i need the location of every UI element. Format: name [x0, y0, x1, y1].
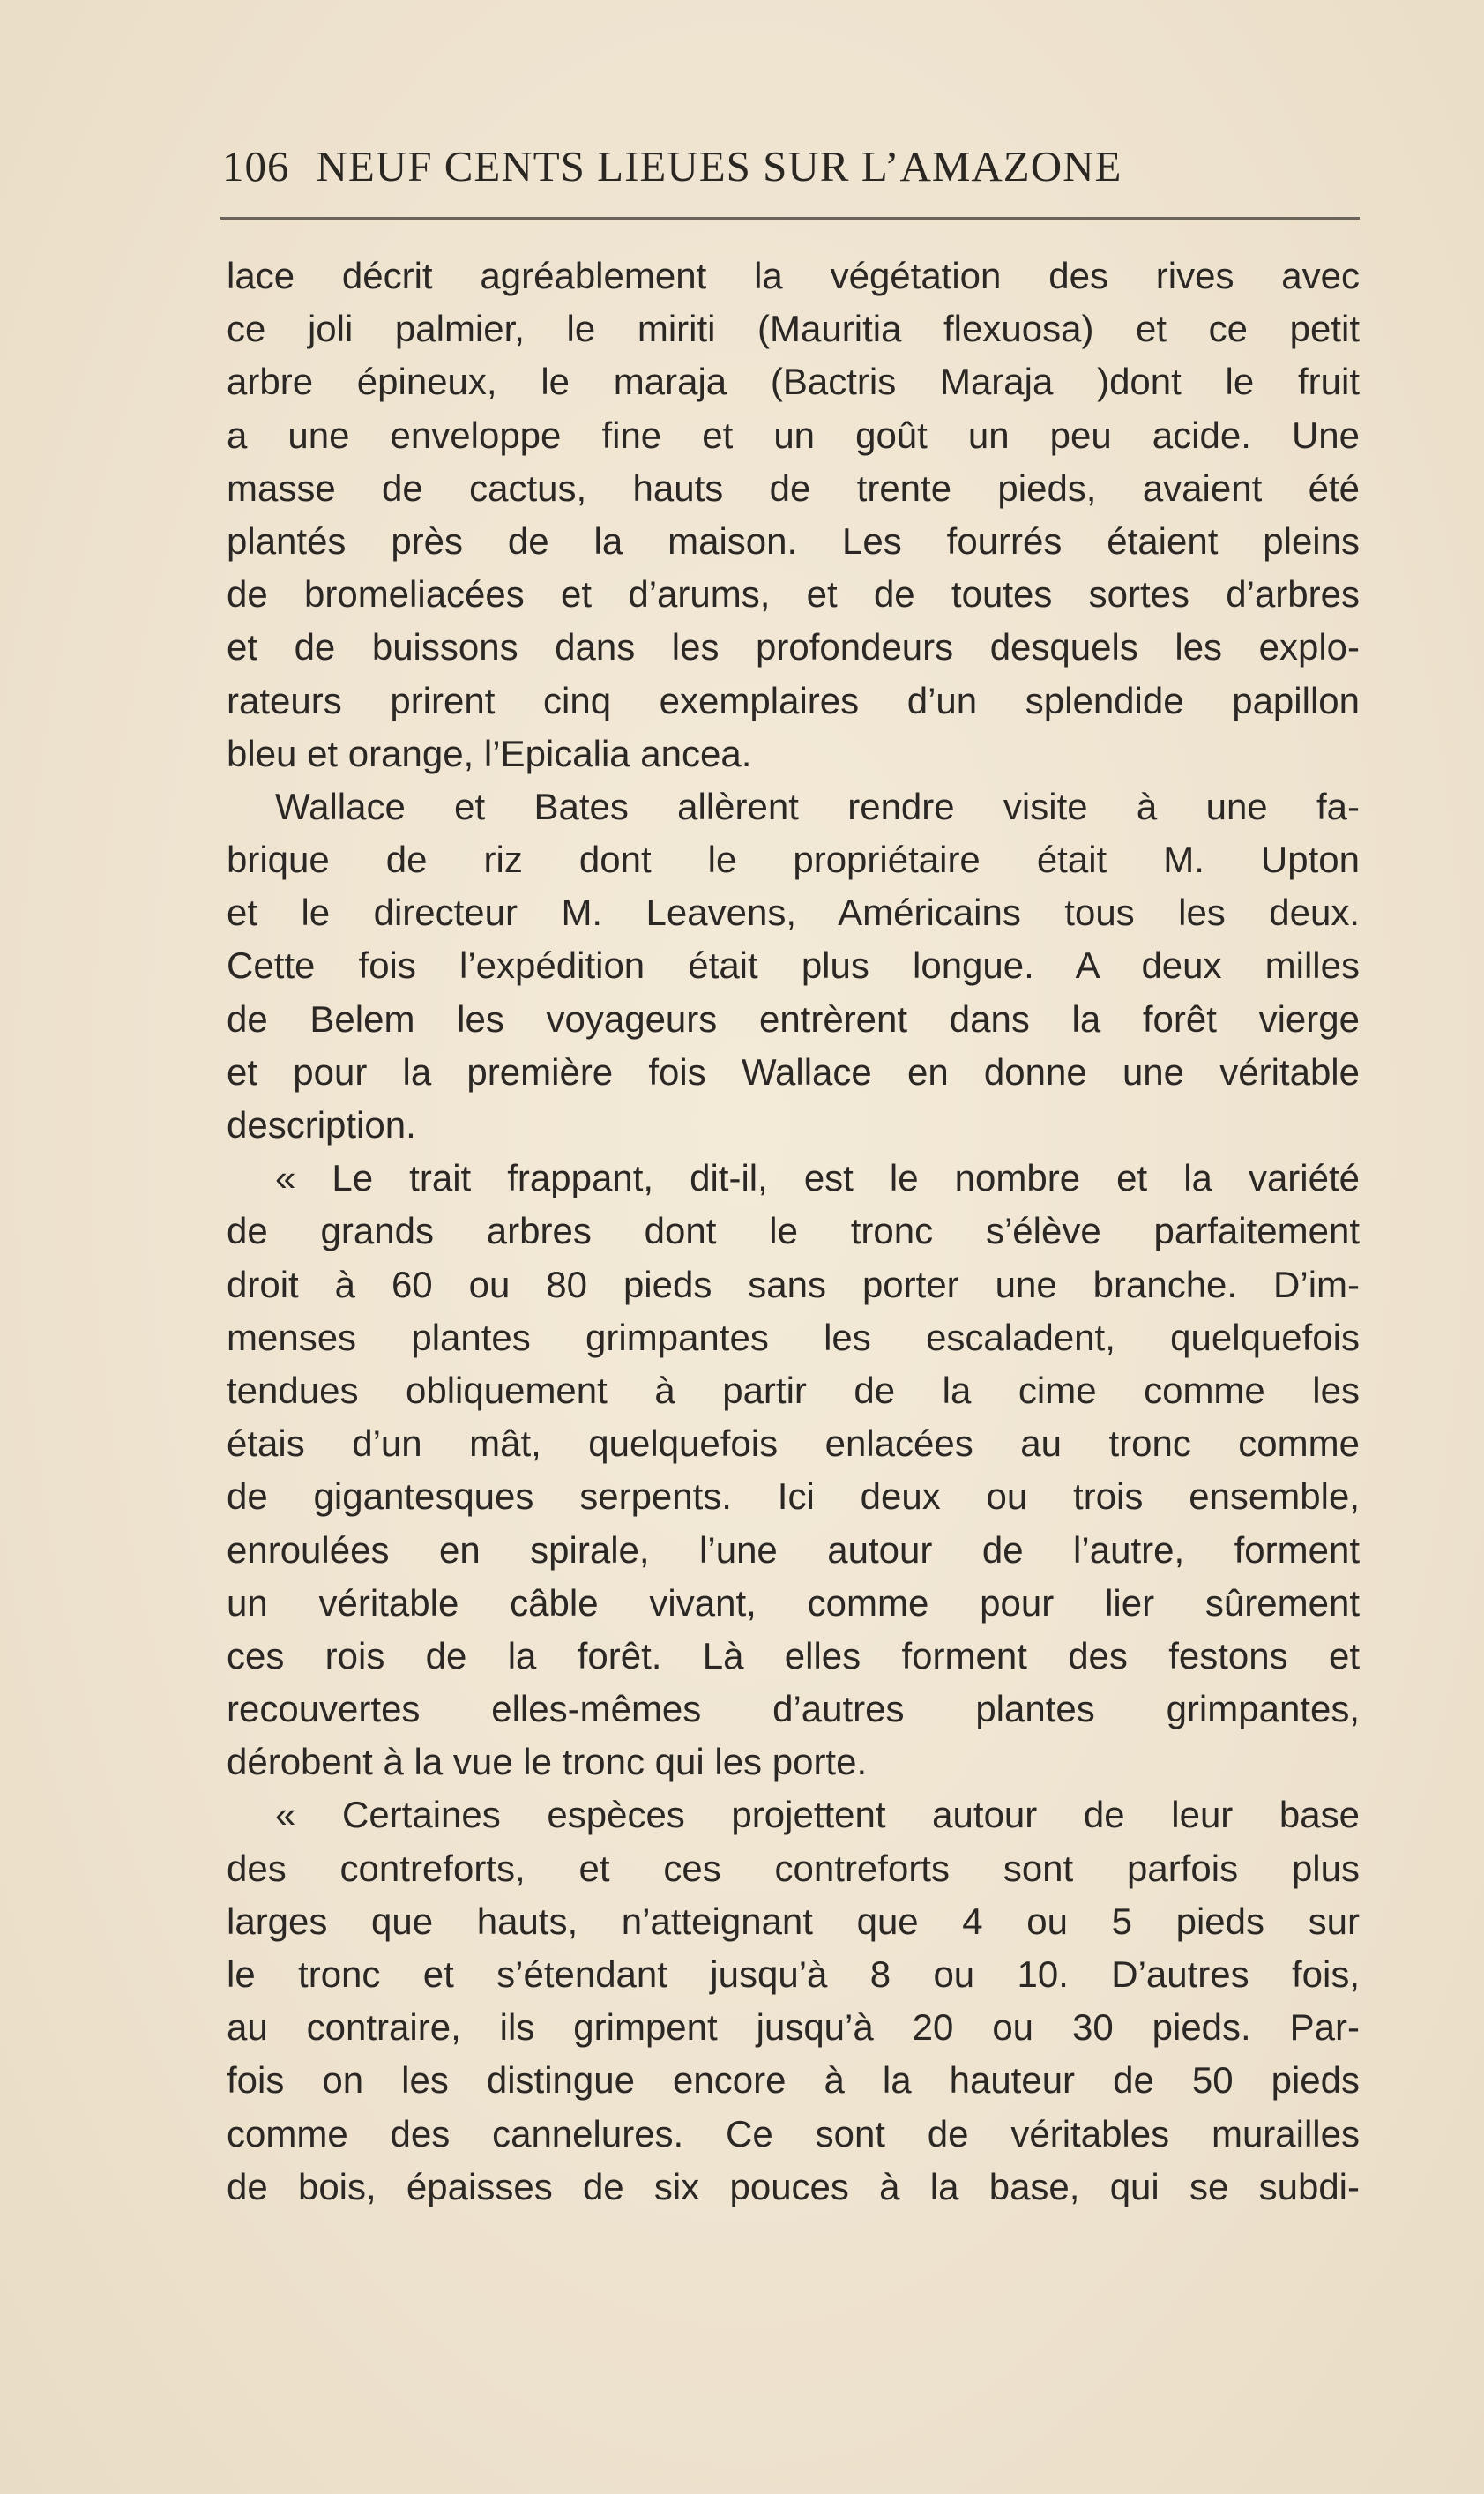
header-rule — [220, 217, 1360, 220]
text-line: des contreforts, et ces contreforts sont parfois plus — [227, 1847, 1360, 1889]
text-line: droit à 60 ou 80 pieds sans porter une branche. D’im- — [227, 1263, 1360, 1305]
text-line: « Certaines espèces projettent autour de leur base — [275, 1794, 1360, 1836]
text-line: dérobent à la vue le tronc qui les porte. — [227, 1741, 868, 1783]
text-line: de grands arbres dont le tronc s’élève parfaitement — [227, 1210, 1360, 1252]
text-line: « Le trait frappant, dit-il, est le nombre et la variété — [275, 1157, 1360, 1199]
text-line: un véritable câble vivant, comme pour lier sûrement — [227, 1581, 1360, 1624]
text-line: de gigantesques serpents. Ici deux ou trois ensemble, — [227, 1475, 1360, 1518]
text-line: ces rois de la forêt. Là elles forment des festons et — [227, 1634, 1360, 1676]
text-line: rateurs prirent cinq exemplaires d’un splendide papillon — [227, 679, 1360, 721]
text-line: de bromeliacées et d’arums, et de toutes sortes d’arbres — [227, 573, 1360, 616]
text-line: étais d’un mât, quelquefois enlacées au tronc comme — [227, 1422, 1360, 1465]
text-line: arbre épineux, le maraja (Bactris Maraja )dont le fruit — [227, 361, 1360, 403]
text-line: ce joli palmier, le miriti (Mauritia flexuosa) et ce petit — [227, 308, 1360, 350]
body-text — [227, 250, 1360, 2214]
text-line: le tronc et s’étendant jusqu’à 8 ou 10. D’autres fois, — [227, 1953, 1360, 1995]
text-line: masse de cactus, hauts de trente pieds, avaient été — [227, 467, 1360, 509]
text-line: description. — [227, 1104, 416, 1146]
text-line: au contraire, ils grimpent jusqu’à 20 ou 30 pieds. Par- — [227, 2006, 1360, 2049]
text-line: recouvertes elles-mêmes d’autres plantes grimpantes, — [227, 1688, 1360, 1730]
text-line: Wallace et Bates allèrent rendre visite à une fa- — [275, 785, 1360, 827]
text-line: de bois, épaisses de six pouces à la base, qui se subdi- — [227, 2165, 1360, 2207]
text-line: et pour la première fois Wallace en donne une véritable — [227, 1050, 1360, 1093]
text-line: et de buissons dans les profondeurs desquels les explo- — [227, 626, 1360, 668]
text-line: bleu et orange, l’Epicalia ancea. — [227, 732, 752, 774]
text-line: brique de riz dont le propriétaire était M. Upton — [227, 839, 1360, 881]
text-line: de Belem les voyageurs entrèrent dans la forêt vierge — [227, 997, 1360, 1040]
text-line: plantés près de la maison. Les fourrés étaient pleins — [227, 519, 1360, 562]
text-line: et le directeur M. Leavens, Américains tous les deux. — [227, 892, 1360, 934]
text-line: lace décrit agréablement la végétation des rives avec — [227, 255, 1360, 296]
running-header — [222, 141, 1360, 203]
text-line: a une enveloppe fine et un goût un peu acide. Une — [227, 414, 1360, 456]
text-line: tendues obliquement à partir de la cime comme les — [227, 1369, 1360, 1411]
text-line: comme des cannelures. Ce sont de véritables murailles — [227, 2112, 1360, 2154]
text-line: enroulées en spirale, l’une autour de l’autre, forment — [227, 1528, 1360, 1571]
text-line: Cette fois l’expédition était plus longue. A deux milles — [227, 945, 1360, 987]
text-line: menses plantes grimpantes les escaladent, quelquefois — [227, 1316, 1360, 1358]
page-number: 106 — [222, 142, 290, 190]
text-line: fois on les distingue encore à la hauteur de 50 pieds — [227, 2059, 1360, 2102]
running-title: NEUF CENTS LIEUES SUR L’AMAZONE — [316, 142, 1122, 190]
text-line: larges que hauts, n’atteignant que 4 ou 5 pieds sur — [227, 1900, 1360, 1942]
